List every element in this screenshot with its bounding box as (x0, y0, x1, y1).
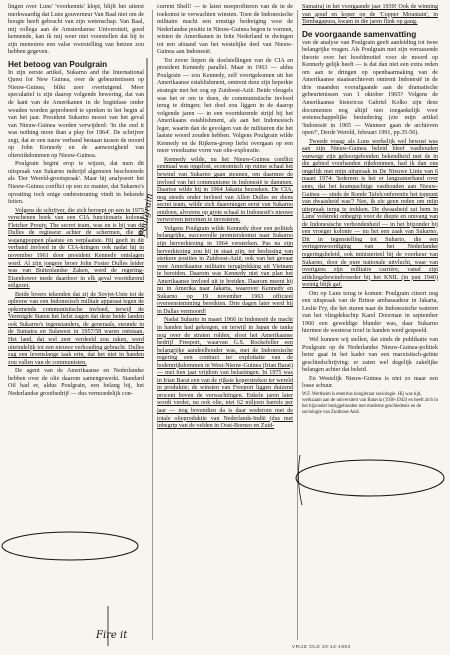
author-note: W.F. Wertheim is emeritus hoogleraar sociologie. Hij was tijd, werkzaam aan de universiteit van Batavia (1936-1942) en heeft zich in het bijzonder beziggehouden met moderne geschiedenis en de sociologie van Zuidoost-Azië. (302, 391, 438, 415)
paragraph: De agent van de Amerikaanse en Nederlandse hebben over de olie daarom samengewerkt. Standard Oil had er, aldus Poulgrain, een belang bij, het Nederlandse grootbedrijf — dus vermoedelijk con- (8, 368, 144, 397)
handwritten-margin-note: Poulgrain (138, 192, 156, 238)
magazine-page (6, 4, 444, 638)
paragraph-underlined: Volgens Poulgrain wilde Kennedy door een politiek belangrijke, succesvolle premierskomst naar Sukarno zijn herverkiezing in 1964 versterken. Pas na zijn herverkiezing zou hij in staat zijn, ter beslissing van sterkere posities in Zuidoost-Azië, ook van het gevaar voor Amerikaanse militaire terugtrekking uit Vietnam te bereiden. Daarom was Kennedy niet van plan het Amerikaanse invloed uit te breiden. Daarom meent hij nu in Amerika naar Jakarta, waarover Kennedy en Sukarno op 19 november 1963 officieel overeenstemming bereikten. Drie dagen later werd hij in Dallas vermoord! (157, 225, 293, 315)
paragraph-underlined: Sumatra) in het voorgaande jaar 1939! Ook de winning van goud en koper op de 'Copper Mountain', in Tembagapura, kwam in die jaren flink op gang. (302, 4, 438, 26)
column-rule (152, 10, 153, 640)
paragraph-underlined: Tweede vraag: als Luns werkelijk wel bewust was aan zijn Nieuw-Guinea beleid bleef vasthouden vanwege zijn gehoorgebonden bekendheid met de in die gebied voorhanden rijkdommen, had ik dan ons ongelijk met mijn uitspraak in De Nieuwe Linie van 6 maart 1974: 'Iedereen is het er langzamerhand over eens, dat het krampachtige vasthouden aan Nieuw-Guinea — sinds de Ronde Tafelconferentie het toppunt van dwaasheid was'? Nee, ik zie geen reden om mijn uitspraak terug te trekken. De dwaasheid zat hem in Luns' volstrekt onbegrip voor de diepte en omvang van de Indonesische verbondenheid — in het bijzonder bij een vroeger kolonie — nu het een zaak van Sukarno. Dit in tegenstelling tot Suharto, die een vertegenwoordiging van het Nederlandse regeringsbeleid, ook ministerieel bij de voorkeur van Sukarno, door de pure nationale uitvlucht, waar van overigens zijn militaire carrière, vanaf zijn afdelingsbewindvoerder bij het KNIL (in juni 1940) weinig blijk gaf. (302, 138, 438, 289)
paragraph: van de analyse van Poulgrain geeft aanleiding tot twee belangrijke vragen. Als Poulgrain met zijn verrassende theorie over het hoofdmotief voor de moord op Kennedy gelijk heeft — is dat dan niet een extra reden om aan te dringen op openbaarmaking van de Amerikaanse staatsarchieven omtrent Indonesië in de drie maanden voorafgaande aan de dramatische gebeurtenissen van 1 oktober 1965? Volgens de Amerikaanse historicus Gabriel Kolko zijn deze documenten nog altijd niet toegankelijk voor wetenschappelijke bestudering (zie mijn artikel 'Indonesië in 1965 — Wanneer gaan de archieven open?', Derde Wereld, februari 1991, pp.35-56). (302, 39, 438, 137)
paragraph-underlined: Kennedy wilde, nu het Nieuw-Guinea conflict eenmaal was opgelost, economisch op ruime schaal het bewind van Sukarno gaan steunen, om daarmee de invloed van het communisme in Indonesië te dammen. Daartoe wilde hij in 1964 Jakarta bezoeken. De CIA, nog steeds onder invloed van Allen Dulles en diens secret team, wilde zich daarentegen eerst van Sukarno ontdoen, alvorens op grote schaal in Indonesië's nieuwe verworven terreinen te investeren. (157, 156, 293, 224)
section-heading: De voorgaande samenvatting (302, 29, 417, 39)
paragraph: Tot zover liepen de doelstellingen van de CIA en president Kennedy parallel. Maar in 1963 — aldus Poulgrain — zou Kennedy, zelf voortgekomen uit het Amerikaanse establishment, omtrent deze zijn beperkte strategie met het oog op Zuidoost-Azië. Beide vleugels was het er om te doen, de communistische invloed terug te dringen; het doel zou liggen in de daarop volgende jaren — in een voortdurende strijd bij het Amerikaans establishment, als aan het Indonesisch leger, waarin dan de gevolgen van de militairen die het laatste woord zouden hebben. Volgens Poulgrain wilde Kennedy en de Rijkens-groep liefst overgaan op een meer vreedzame vorm van olie-exploratie. (157, 57, 293, 155)
paragraph: lingen over Luns' 'voorkennis' klopt, blijft het uiterst merkwaardig dat Luns gouverneur Van Baal niet om de hoogte heeft gebracht van zijn wetenschap. Van Baal, mij collega aan de Amsterdamse Universiteit, goed kennende, kan ik mij weer niet voorstellen dat hij in zijn memoires een valse voorstelling van hetzen zou hebben gegeven. (8, 4, 144, 56)
paragraph: Poulgrain begint erop te wijzen, dat men dit uitspraak van Sukarno inderijd algemeen beschouwde als 'Der Wereld-grootspraak'. Maar hij analyseert het Nieuw-Guinea conflict op een zo manier, dat Sukarno's opvatting toch enige ondersteuning vindt in bekende feiten. (8, 161, 144, 206)
handwritten-signature: Fire it (96, 630, 128, 641)
paragraph: current Shell! — te laten meeprofiteren van de in de toekomst te verwachten winsten. Toen de Indonesische militaire macht een ernstige bedreiging voor de Nederlandse positie in Nieuw-Guinea begon te vormen, wisten de Amerikanen in feite Nederland te dwingen tot een afstand van het westelijke deel van Nieuw-Guinea aan Indonesië. (157, 4, 293, 56)
paragraph: In zijn eerste artikel, Sukarno and the International Quest for New Guinea, over de gebeurtenissen op Nieuw-Guinea, blikt zeer overtuigend. Meer speculatief is zijn daarop volgende bewering, dat van de kant van de Amerikanen in de beginfase onder wouden worden geprobeerd te spreken in het begin al van het jaar. President Sukarno moest van het geval van Nieuw-Guinea worden verwijderd: 'In the end it was nothing more than a play for 1964'. De schrijver zegt, dat er een nauw verband bestaan tussen de moord op John Kennedy en de aanwezigheid van oliereiikdommen op Nieuw-Guinea. (8, 69, 144, 159)
paragraph-underlined: Volgens de schrijver, die zich beroept op een in 1975 verschenen boek van een CIA functionaris kolonel Fletcher Prouty, The secret team, was en is hij van de Dulles de regisseur achter de schermen, die de wajangpoppen plaatste en verplaatste. Hij geeft in dit verband invloed in de CIA-kringen ook nadat hij in november 1961 door president Kennedy ontslagen werd. Al zijn jongere broer John Foster Dulles leider was van Buitenlandse Zaken, werd de regering-Eisenhower mede daardoor in elk geval voortdurend stilgezet. (8, 207, 144, 290)
paragraph: Wel kunnen wij stellen, dat sinds de publikatie van Poulgrain op de Nederlandse Nieuw-Guinea-politiek beter gaat in het kader van een marxistisch-geïnte geschiedschrijving: er zaten wel degelijk zakelijke belangen achter dat beleid. (302, 336, 438, 374)
paragraph-underlined: Nadat Suharto in maart 1966 in Indonesië de macht in handen had gekregen, en terwijl in Japan de tanks nog over de straten rolden, sloot het Amerikaanse bedrijf Freeport, waarvan G.S. Rockefeller een belangrijke aandeelhouder was, met de Indonesische regering een contract ter exploitatie van de bodemrijkdommen in West-Nieuw-Guinea (Irian Barat) — met tien jaar vrijdom van belastingen. In 1975 was in Irian Barat een van de rijkste koperstreken ter wereld in produktie; de winsten van Freeport liggen duizend procent boven de verwachtingen. Enkele jaren later wordt verder, nu ook olie, niet 62 miljoen barrels per jaar — nog bovendien da is daar wederom met de totale olieproduktie van Nederlands-Indië (dus met inbegrip van de velden in Oost-Borneo en Zuid- (157, 317, 293, 430)
section-heading: Het betoog van Poulgrain (8, 59, 108, 69)
column-2 (157, 4, 293, 432)
paragraph: En Westelijk Nieuw-Guinea is niet zo maar een losse schuur. (302, 375, 438, 390)
column-1 (8, 4, 144, 399)
column-3 (302, 4, 438, 417)
column-rule (297, 10, 298, 640)
paragraph-underlined: Beide broers tekenden dat zij de Sovjet-Unie tot de opbouw van een Indonesisch militair apparaat tegen de opkomende communistische invloed, terwijl de Verenigde Staten het liefst zagen dat deze beide landen ook Sukarno's tegenstanders, de generaals, steunde in de Sumatra en Sulawesi in 1957/58 waren ontstaan. Het land, dat wel zeer verdeeld zou raken, werd uiteindelijk tot een nieuwe verhouding gebracht. Dulles zag een levenslange taak erin, dat het niet in handen zou vallen van de communisten. (8, 291, 144, 366)
paragraph: Om op Luns terug te komen: Poulgrain citeert nog een uitspraak van de Brinse ambassadeur in Jakarta, Leslie Fry, die het sturen naar de Indonesische wateren van het vliegdekschip Karel Doorman in september 1960 een geweldige blunder was, daar Sukarno hiermee de westerse troef in handen werd gespeeld. (302, 290, 438, 335)
page-footer: VRIJE OLD 20-12-1993 (292, 644, 351, 649)
